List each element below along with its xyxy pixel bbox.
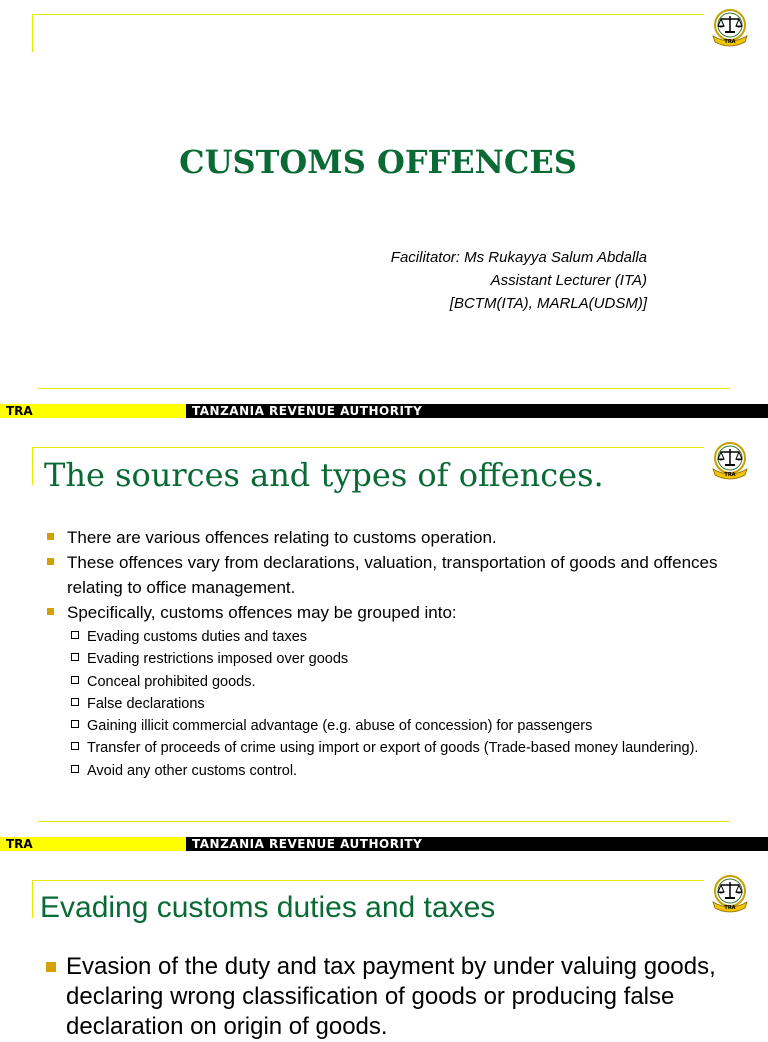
slide-1 (0, 0, 768, 418)
slide-3 (0, 866, 768, 1040)
list-item: These offences vary from declarations, valuation, transportation of goods and offences relating to office management. (44, 550, 724, 600)
logo-text: TRA (724, 905, 736, 911)
sub-list-item: Transfer of proceeds of crime using import or export of goods (Trade-based money laundering). (67, 738, 724, 758)
bullet-square-icon (47, 533, 54, 540)
tra-logo-icon (710, 874, 750, 914)
footer-divider (38, 388, 730, 389)
sub-list-item: Conceal prohibited goods. (67, 672, 724, 692)
facilitator-qualifications: [BCTM(ITA), MARLA(UDSM)] (449, 295, 647, 312)
bullet-hollow-square-icon (71, 631, 79, 639)
bullet-hollow-square-icon (71, 653, 79, 661)
footer-bar (0, 404, 768, 418)
sub-list-item: False declarations (67, 694, 724, 714)
sub-list-item: Evading restrictions imposed over goods (67, 649, 724, 669)
bullet-hollow-square-icon (71, 742, 79, 750)
slide-2 (0, 433, 768, 851)
bullet-list (44, 952, 724, 1042)
facilitator-name: Facilitator: Ms Rukayya Salum Abdalla (390, 249, 647, 266)
sub-list-item: Evading customs duties and taxes (67, 627, 724, 647)
slide-title: CUSTOMS OFFENCES (179, 143, 577, 181)
bullet-square-icon (46, 962, 56, 972)
frame-top-line (32, 880, 704, 881)
frame-top-line (32, 447, 704, 448)
facilitator-position: Assistant Lecturer (ITA) (490, 272, 647, 289)
bullet-hollow-square-icon (71, 676, 79, 684)
slide-title: Evading customs duties and taxes (40, 891, 496, 924)
bullet-square-icon (47, 558, 54, 565)
footer-authority-name: TANZANIA REVENUE AUTHORITY (192, 404, 423, 418)
slide-title: The sources and types of offences. (44, 456, 604, 494)
frame-left-line (32, 447, 33, 485)
bullet-hollow-square-icon (71, 765, 79, 773)
logo-text: TRA (724, 39, 736, 45)
sub-bullet-list (67, 627, 724, 781)
list-item: Evasion of the duty and tax payment by under valuing goods, declaring wrong classification of goods or producing false declaration on origin of goods. (44, 952, 724, 1042)
bullet-square-icon (47, 608, 54, 615)
bullet-list (44, 525, 724, 783)
footer-divider (38, 821, 730, 822)
footer-authority-name: TANZANIA REVENUE AUTHORITY (192, 837, 423, 851)
sub-list-item: Gaining illicit commercial advantage (e.g. abuse of concession) for passengers (67, 716, 724, 736)
footer-short-name: TRA (6, 404, 33, 418)
list-item: There are various offences relating to customs operation. (44, 525, 724, 550)
sub-list-item: Avoid any other customs control. (67, 761, 724, 781)
list-item: Specifically, customs offences may be grouped into: Evading customs duties and taxes Evading restrictions imposed over goods Conceal prohibited goods. False declarations Gaining illicit commercial advantage (e.g. abuse of concession) for passengers Transfer of proceeds of crime using import or export of goods (Trade-based money laundering). Avoid any other customs control. (44, 600, 724, 781)
frame-left-line (32, 880, 33, 918)
facilitator-block (391, 246, 647, 315)
logo-text: TRA (724, 472, 736, 478)
tra-logo-icon (710, 8, 750, 48)
footer-bar (0, 837, 768, 851)
bullet-hollow-square-icon (71, 720, 79, 728)
frame-left-line (32, 14, 33, 52)
frame-top-line (32, 14, 704, 15)
bullet-hollow-square-icon (71, 698, 79, 706)
footer-short-name: TRA (6, 837, 33, 851)
tra-logo-icon (710, 441, 750, 481)
